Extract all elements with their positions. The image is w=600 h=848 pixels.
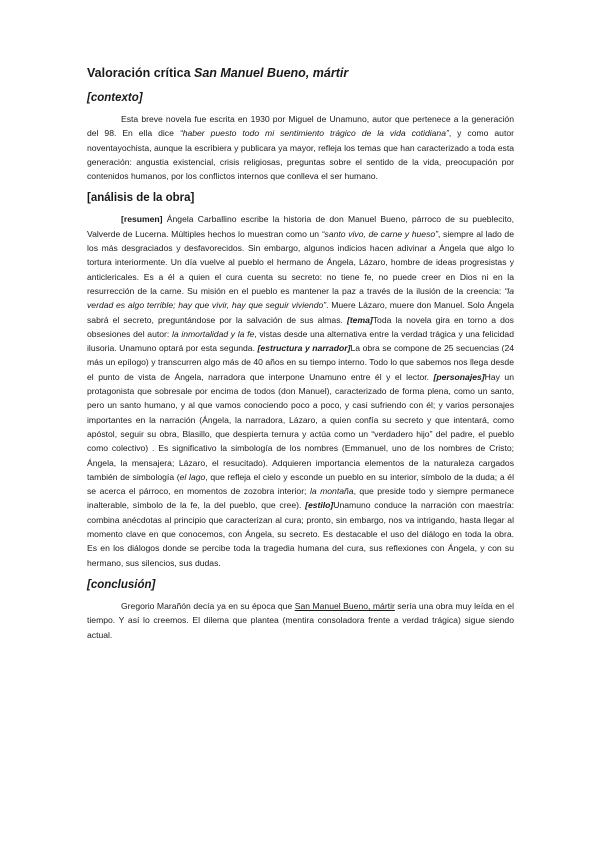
quote-run: “la verdad es algo terrible; hay que vivir, hay que seguir viviendo”: [87, 285, 514, 311]
text-run: Ángela Carballino escribe la historia de don Manuel Bueno, párroco de su pueblecito, Valverde de Lucerna. Múltiples hechos lo muestran como un: [87, 214, 514, 239]
section-heading-conclusion: [conclusión]: [87, 578, 156, 591]
quote-run: la inmortalidad y la fe: [171, 328, 255, 339]
text-run: , que refleja el cielo y esconde un pueblo en su interior, símbolo de la duda; a él se acerca el párroco, en momentos de zozobra interior;: [87, 471, 514, 497]
quote-run: el lago: [179, 471, 206, 482]
section-heading-analisis: [análisis de la obra]: [87, 192, 195, 205]
tag-estructura: [estructura y narrador]: [257, 343, 351, 354]
text-run: La obra se compone de 25 secuencias (24 más un epílogo) y transcurren algo más de 40 años en su tiempo interno. Todo lo que sabemos nos llega desde el punto de vista de Ángela, narradora que interpone Unamuno entre él y el lector.: [87, 343, 515, 382]
text-run: . Muere Lázaro, muere don Manuel. Solo Ángela sabrá el secreto, preguntándose por la salvación de sus almas.: [87, 300, 514, 325]
text-run: , siempre al lado de los más desgraciados y desfavorecidos. Sin embargo, algunos indicios hacen adivinar a Ángela que algo lo tortura interiormente. Un día vuelve al pueblo el hermano de Ángela, Lázaro, hombre de ideas progresistas y anticlericales. Es a él a quien el cura cuenta su secreto: no tiene fe, no puede creer en Dios ni en la resurrección de la carne. Su misión en el pueblo es mantener la paz a través de la ilusión de la creencia:: [87, 228, 514, 296]
quote-run: la montaña: [309, 486, 354, 497]
document-title: [87, 66, 514, 80]
text-run: Hay un protagonista que sobresale por encima de todos (don Manuel), caracterizado de forma plena, como un santo, pero un santo humano, y al que vamos conociendo poco a poco, y casi sufriendo con él; y varios personajes importantes en la narración (Ángela, la narradora, Lázaro, a quien confía su secreto y que intentará, como apóstol, seguir su obra, Blasillo, que despierta ternura y actúa como un “verdadero hijo” del padre, el pueblo como colectivo) . Es significativo la simbología de los nombres (Emmanuel, uno de los nombres de Cristo; Ángela, la mensajera; Lázaro, el resucitado). Adquieren importancia elementos de la naturaleza cargados también de simbología (: [87, 371, 514, 482]
quote-run: “haber puesto todo mi sentimiento trágico de la vida cotidiana”: [179, 128, 449, 139]
paragraph-contexto: [87, 112, 514, 183]
tag-personajes: [personajes]: [433, 371, 485, 382]
tag-resumen: [resumen]: [121, 214, 163, 225]
quote-run: “santo vivo, de carne y hueso”: [321, 228, 439, 239]
underlined-work-title: San Manuel Bueno, mártir: [294, 600, 395, 611]
section-heading-contexto: [contexto]: [87, 92, 143, 104]
tag-estilo: [estilo]: [305, 500, 334, 511]
text-run: Esta breve novela fue escrita en 1930 por Miguel de Unamuno, autor que pertenece a la generación del 98. En ella dice: [87, 114, 514, 139]
text-run: Gregorio Marañón decía ya en su época que: [121, 600, 295, 611]
text-run: , vistas desde una alternativa entre la verdad trágica y una felicidad ilusoria. Unamuno optará por esta segunda.: [87, 328, 514, 354]
text-run: , que preside todo y siempre permanece inalterable, símbolo de la fe, la del pueblo, que cree).: [87, 486, 514, 511]
document-page: [87, 66, 514, 651]
text-run: Unamuno conduce la narración con maestría: combina anécdotas al principio que caracterizan al cura; pronto, sin embargo, nos va intrigando, hasta llegar al momento clave en que conocemos, con Ángela, su secreto. Es destacable el uso del diálogo en toda la obra. Es en los diálogos donde se percibe toda la tragedia humana del cura, sus reflexiones con Ángela, y con su hermano, sus silencios, sus dudas.: [87, 500, 515, 568]
tag-tema: [tema]: [346, 314, 373, 325]
text-run: sería una obra muy leída en el tiempo. Y así lo creemos. El dilema que plantea (mentira consoladora frente a verdad trágica) sigue siendo actual.: [87, 600, 514, 640]
paragraph-conclusion: [87, 599, 514, 642]
text-run: , y como autor noventayochista, aunque la escribiera y publicara ya mayor, refleja los temas que han caracterizado a toda esta generación: angustia existencial, crisis religiosas, preguntas sobre el sentido de la vida, preocupación por contenidos humanos, por los conflictos internos que conlleva el ser humano.: [87, 128, 514, 182]
title-work-name: San Manuel Bueno, mártir: [194, 66, 349, 80]
title-text: Valoración crítica: [87, 66, 194, 80]
paragraph-analisis: [87, 212, 514, 569]
text-run: Toda la novela gira en torno a dos obsesiones del autor:: [87, 314, 514, 339]
